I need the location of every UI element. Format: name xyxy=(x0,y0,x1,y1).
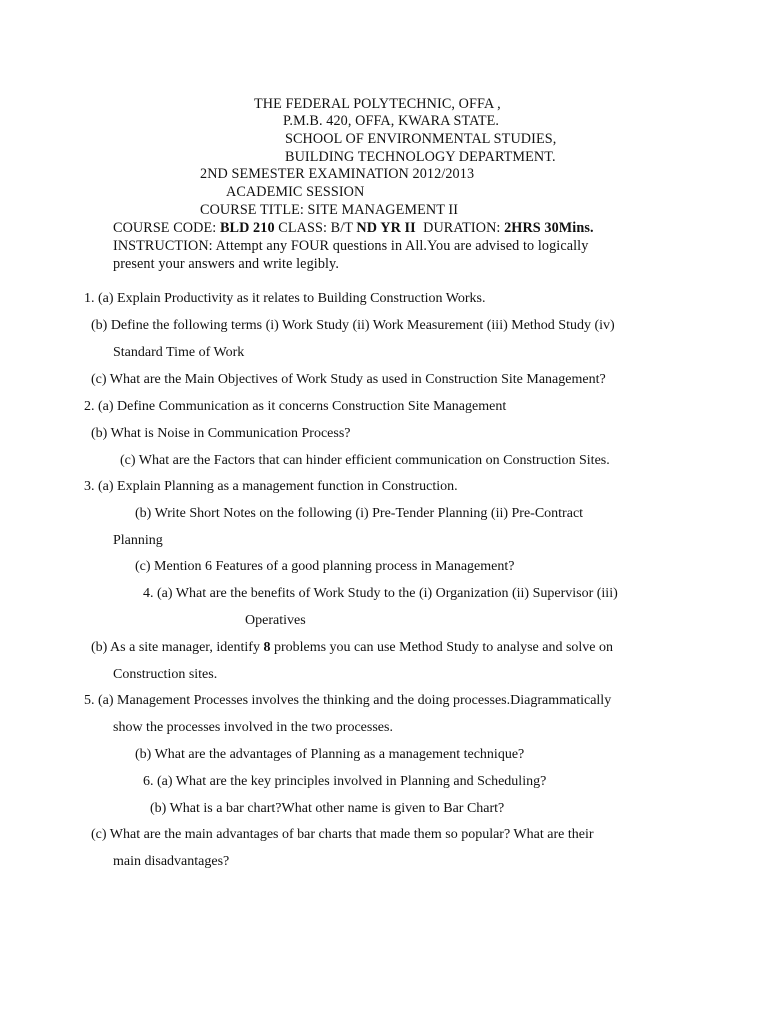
instruction-line-1: INSTRUCTION: Attempt any FOUR questions in All.You are advised to logically xyxy=(113,238,589,254)
school-name: SCHOOL OF ENVIRONMENTAL STUDIES, xyxy=(285,131,557,147)
question-5b: (b) What are the advantages of Planning as a management technique? xyxy=(135,747,525,762)
question-3b-line-2: Planning xyxy=(113,533,163,548)
question-2b: (b) What is Noise in Communication Process? xyxy=(91,426,351,441)
course-title: COURSE TITLE: SITE MANAGEMENT II xyxy=(200,202,459,218)
question-1b-line-2: Standard Time of Work xyxy=(113,345,245,360)
instruction-line-2: present your answers and write legibly. xyxy=(113,256,339,272)
course-info-line xyxy=(113,219,594,237)
question-3b-line-1: (b) Write Short Notes on the following (i) Pre-Tender Planning (ii) Pre-Contract xyxy=(135,506,584,521)
question-4b-line-2: Construction sites. xyxy=(113,667,218,682)
institution-name: THE FEDERAL POLYTECHNIC, OFFA , xyxy=(254,96,501,112)
question-1b-line-1: (b) Define the following terms (i) Work Study (ii) Work Measurement (iii) Method Study (iv) xyxy=(91,318,615,333)
question-6a: 6. (a) What are the key principles involved in Planning and Scheduling? xyxy=(143,774,547,789)
question-1a: 1. (a) Explain Productivity as it relates to Building Construction Works. xyxy=(84,291,486,306)
course-code-value: BLD 210 xyxy=(219,220,275,236)
department-name: BUILDING TECHNOLOGY DEPARTMENT. xyxy=(285,149,556,165)
exam-title: 2ND SEMESTER EXAMINATION 2012/2013 xyxy=(200,166,475,182)
question-5a-line-1: 5. (a) Management Processes involves the thinking and the doing processes.Diagrammatically xyxy=(84,693,612,708)
duration-label: DURATION: xyxy=(415,220,505,236)
academic-session: ACADEMIC SESSION xyxy=(226,184,365,200)
question-6b: (b) What is a bar chart?What other name is given to Bar Chart? xyxy=(150,801,505,816)
question-5a-line-2: show the processes involved in the two processes. xyxy=(113,720,393,735)
question-3a: 3. (a) Explain Planning as a management function in Construction. xyxy=(84,479,458,494)
question-4b-line-1 xyxy=(91,639,613,657)
question-4b-text-end: problems you can use Method Study to analyse and solve on xyxy=(270,640,614,655)
class-value: ND YR II xyxy=(356,220,416,236)
question-4b-text-start: (b) As a site manager, identify xyxy=(91,640,264,655)
question-6c-line-1: (c) What are the main advantages of bar charts that made them so popular? What are their xyxy=(91,827,594,842)
question-4a-line-2: Operatives xyxy=(245,613,306,628)
question-2c: (c) What are the Factors that can hinder efficient communication on Construction Sites. xyxy=(120,453,610,468)
question-6c-line-2: main disadvantages? xyxy=(113,854,230,869)
class-label: CLASS: B/T xyxy=(274,220,357,236)
question-4b-number: 8 xyxy=(263,640,271,655)
question-2a: 2. (a) Define Communication as it concerns Construction Site Management xyxy=(84,399,507,414)
question-3c: (c) Mention 6 Features of a good planning process in Management? xyxy=(135,559,515,574)
institution-address: P.M.B. 420, OFFA, KWARA STATE. xyxy=(283,113,500,129)
question-1c: (c) What are the Main Objectives of Work Study as used in Construction Site Management? xyxy=(91,372,606,387)
question-4a-line-1: 4. (a) What are the benefits of Work Study to the (i) Organization (ii) Supervisor (iii) xyxy=(143,586,618,601)
duration-value: 2HRS 30Mins. xyxy=(504,220,594,236)
course-code-label: COURSE CODE: xyxy=(113,220,220,236)
